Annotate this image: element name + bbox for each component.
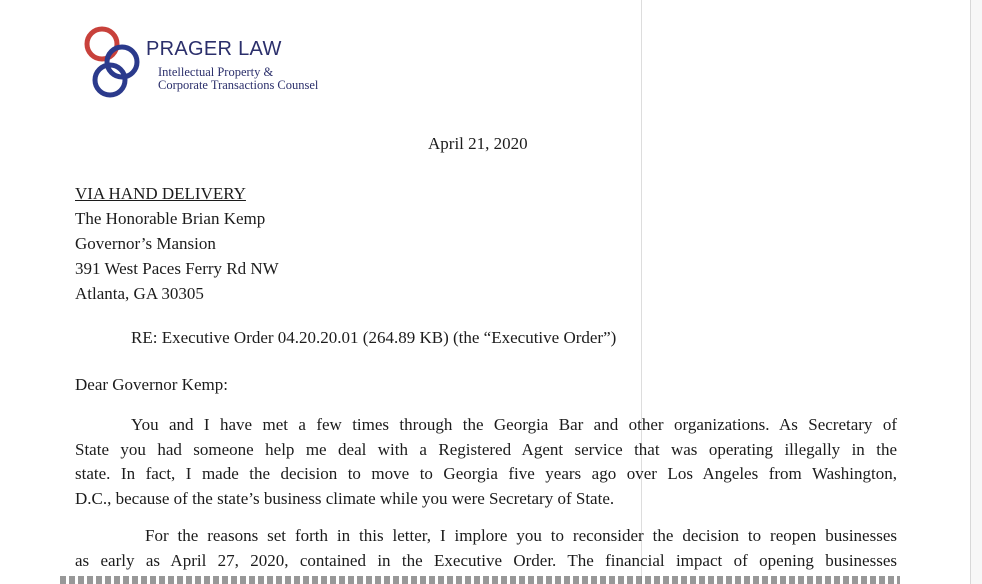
page-edge xyxy=(970,0,982,584)
recipient-city: Atlanta, GA 30305 xyxy=(75,284,204,303)
paragraph-line: You and I have met a few times through the Georgia Bar and other organizations. As Secretary of xyxy=(131,415,897,434)
cut-off-text-line xyxy=(60,576,900,584)
paragraph-line: as early as April 27, 2020, contained in the Executive Order. The financial impact of opening businesses xyxy=(75,550,897,570)
paragraph-line: For the reasons set forth in this letter, I implore you to reconsider the decision to reopen businesses xyxy=(145,526,897,545)
letterhead-logo xyxy=(82,26,382,106)
subject-line: RE: Executive Order 04.20.20.01 (264.89 KB) (the “Executive Order”) xyxy=(131,328,617,347)
firm-tagline xyxy=(158,66,318,92)
paragraph-line: D.C., because of the state’s business climate while you were Secretary of State. xyxy=(75,488,615,508)
recipient-name: The Honorable Brian Kemp xyxy=(75,209,266,228)
recipient-address xyxy=(75,182,279,307)
paragraph-line: State you had someone help me deal with a Registered Agent service that was operating illegally in the xyxy=(75,439,897,459)
body-paragraph-2 xyxy=(75,524,897,573)
recipient-street: 391 West Paces Ferry Rd NW xyxy=(75,259,279,278)
salutation: Dear Governor Kemp: xyxy=(75,375,228,394)
body-paragraph-1 xyxy=(75,413,897,511)
tagline-line-1: Intellectual Property & xyxy=(158,65,274,79)
firm-name: PRAGER LAW xyxy=(146,38,282,60)
tagline-line-2: Corporate Transactions Counsel xyxy=(158,78,319,92)
interlocking-rings-icon xyxy=(82,26,152,106)
delivery-method: VIA HAND DELIVERY xyxy=(75,184,246,203)
letter-date: April 21, 2020 xyxy=(428,134,528,153)
recipient-line2: Governor’s Mansion xyxy=(75,234,216,253)
paragraph-line: state. In fact, I made the decision to move to Georgia five years ago over Los Angeles from Washington, xyxy=(75,464,897,483)
